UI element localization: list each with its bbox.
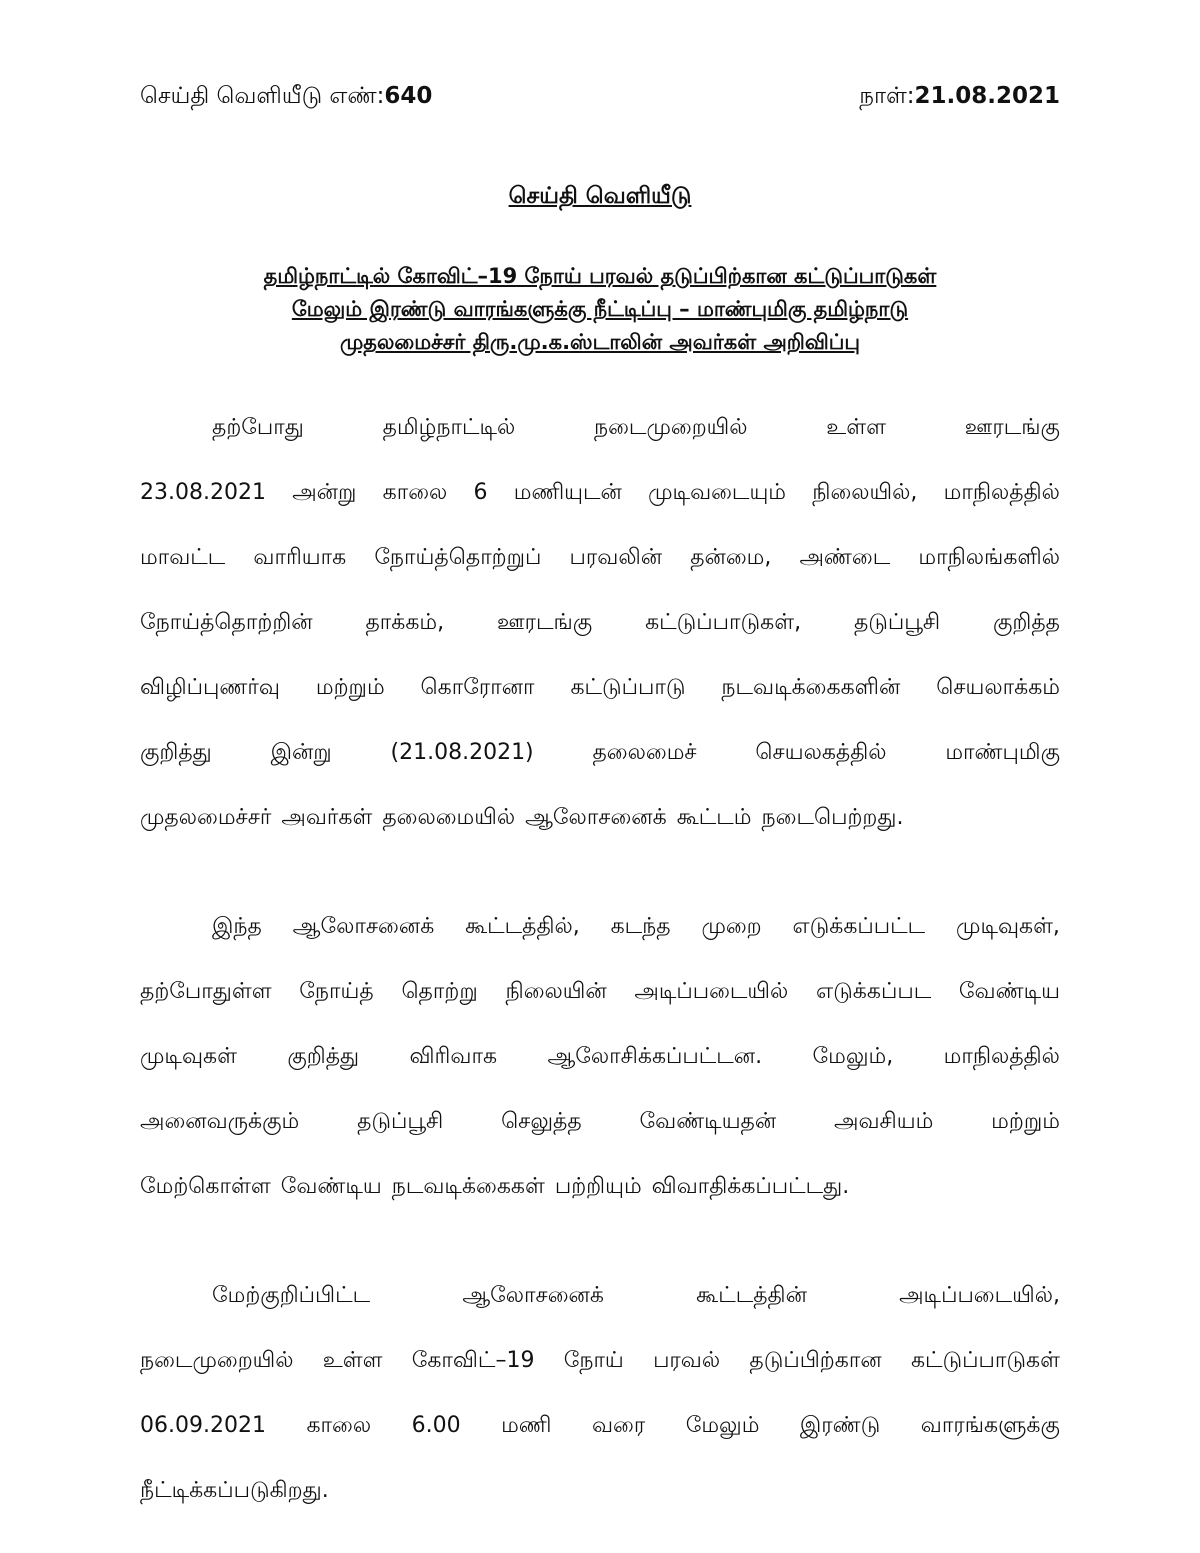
word: முடிவடையும்	[648, 480, 787, 505]
word: அடிப்படையில்	[634, 979, 789, 1004]
word: கூட்டத்தில்,	[465, 914, 580, 939]
word: வேண்டியதன்	[639, 1109, 777, 1134]
paragraph-line	[140, 1263, 1060, 1328]
word: குறித்து	[287, 1044, 360, 1069]
word: வரை	[591, 1413, 646, 1438]
document-heading: செய்தி வெளியீடு	[508, 183, 692, 209]
word: பரவலின்	[569, 545, 663, 570]
word: தொற்று	[401, 979, 478, 1004]
word: காலை	[306, 1413, 372, 1438]
word: எடுக்கப்பட	[816, 979, 932, 1004]
word: உள்ள	[826, 415, 886, 440]
paragraph-line	[140, 395, 1060, 460]
paragraph-line	[140, 1328, 1060, 1393]
word: வாரங்களுக்கு	[920, 1413, 1060, 1438]
word: ஆலோசனைக்	[525, 805, 667, 830]
word: மேற்கொள்ள	[140, 1174, 271, 1199]
word: தடுப்பிற்கான	[749, 1348, 882, 1373]
title-line: முதலமைச்சர் திரு.மு.க.ஸ்டாலின் அவர்கள் அறிவிப்பு	[339, 330, 861, 354]
word: (21.08.2021)	[390, 740, 534, 765]
word: கோவிட்–19	[411, 1348, 535, 1373]
word: தன்மை,	[690, 545, 772, 570]
word: செயலாக்கம்	[936, 675, 1060, 700]
word: மணி	[501, 1413, 552, 1438]
paragraph-line	[140, 655, 1060, 720]
paragraph-line	[140, 460, 1060, 525]
paragraph-line	[140, 1089, 1060, 1154]
word: நடைபெற்றது.	[761, 805, 904, 830]
word: தலைமைச்	[592, 740, 697, 765]
word: கட்டுப்பாடு	[570, 675, 686, 700]
paragraph-3	[140, 1263, 1060, 1523]
paragraph-line	[140, 590, 1060, 655]
word: அடிப்படையில்,	[899, 1283, 1060, 1308]
release-label: செய்தி வெளியீடு எண்:	[140, 83, 385, 109]
word: குறித்த	[992, 610, 1060, 635]
date-value: 21.08.2021	[914, 83, 1060, 109]
word: நடவடிக்கைகள்	[391, 1174, 545, 1199]
word: தாக்கம்,	[365, 610, 445, 635]
word: குறித்து	[140, 740, 212, 765]
word: ஊரடங்கு	[964, 415, 1060, 440]
word: மாநிலங்களில்	[918, 545, 1060, 570]
word: மேலும்	[685, 1413, 760, 1438]
word: ஆலோசனைக்	[292, 914, 435, 939]
paragraph-1	[140, 395, 1060, 850]
word: 23.08.2021	[140, 480, 266, 505]
word: எடுக்கப்பட்ட	[792, 914, 926, 939]
word: கட்டுப்பாடுகள்	[910, 1348, 1060, 1373]
word: நோய்த்	[299, 979, 374, 1004]
title-line: மேலும் இரண்டு வாரங்களுக்கு நீட்டிப்பு – மாண்புமிகு தமிழ்நாடு	[291, 297, 909, 321]
word: மணியுடன்	[513, 480, 622, 505]
word: மற்றும்	[315, 675, 385, 700]
word: அவர்கள்	[281, 805, 373, 830]
word: மாவட்ட	[140, 545, 226, 570]
word: நோய்த்தொற்றின்	[140, 610, 313, 635]
word: மாநிலத்தில்	[943, 1044, 1060, 1069]
word: கொரோனா	[420, 675, 535, 700]
word: மேலும்,	[812, 1044, 894, 1069]
paragraph-line	[140, 525, 1060, 590]
title-line: தமிழ்நாட்டில் கோவிட்–19 நோய் பரவல் தடுப்பிற்கான கட்டுப்பாடுகள்	[263, 264, 937, 288]
word: ஊரடங்கு	[496, 610, 593, 635]
word: கூட்டத்தின்	[696, 1283, 807, 1308]
paragraph-line	[140, 894, 1060, 959]
word: முடிவுகள்,	[956, 914, 1060, 939]
paragraph-line	[140, 1024, 1060, 1089]
word: நிலையில்,	[812, 480, 918, 505]
word: கூட்டம்	[676, 805, 752, 830]
word: நடைமுறையில்	[594, 415, 748, 440]
word: கட்டுப்பாடுகள்,	[645, 610, 802, 635]
paragraph-2	[140, 894, 1060, 1219]
word: தற்போது	[212, 415, 304, 440]
word: கடந்த	[610, 914, 671, 939]
date-line	[859, 78, 1060, 114]
word: விவாதிக்கப்பட்டது.	[651, 1174, 850, 1199]
word: ஆலோசிக்கப்பட்டன.	[547, 1044, 763, 1069]
word: நிலையின்	[505, 979, 607, 1004]
release-number: 640	[384, 83, 433, 109]
paragraph-line	[140, 720, 1060, 785]
word: விழிப்புணர்வு	[140, 675, 280, 700]
paragraph-line	[140, 959, 1060, 1024]
paragraph-line	[140, 1154, 1060, 1219]
header-row	[140, 78, 1060, 114]
release-number-line	[140, 78, 432, 114]
word: உள்ள	[322, 1348, 383, 1373]
word: நடவடிக்கைகளின்	[721, 675, 901, 700]
word: நோய்த்தொற்றுப்	[374, 545, 542, 570]
word: மேற்குறிப்பிட்ட	[212, 1283, 371, 1308]
word: 6	[473, 480, 488, 505]
word: தடுப்பூசி	[357, 1109, 444, 1134]
word: தலைமையில்	[382, 805, 516, 830]
word: 06.09.2021	[140, 1413, 266, 1438]
word: மாநிலத்தில்	[943, 480, 1060, 505]
word: முறை	[701, 914, 762, 939]
word: வேண்டிய	[280, 1174, 382, 1199]
word: காலை	[382, 480, 448, 505]
word: மற்றும்	[991, 1109, 1060, 1134]
word: இந்த	[212, 914, 262, 939]
word: இரண்டு	[799, 1413, 881, 1438]
word: செலுத்த	[501, 1109, 582, 1134]
word: நடைமுறையில்	[140, 1348, 294, 1373]
paragraph-line	[140, 1393, 1060, 1458]
word: அன்று	[292, 480, 357, 505]
word: பற்றியும்	[554, 1174, 642, 1199]
date-label: நாள்:	[859, 83, 915, 109]
title-block	[140, 260, 1060, 359]
word: அனைவருக்கும்	[140, 1109, 300, 1134]
word: அவசியம்	[834, 1109, 934, 1134]
paragraph-line	[140, 1458, 1060, 1523]
word: ஆலோசனைக்	[462, 1283, 604, 1308]
word: இன்று	[270, 740, 332, 765]
word: செயலகத்தில்	[755, 740, 887, 765]
word: தடுப்பூசி	[853, 610, 941, 635]
word: முடிவுகள்	[140, 1044, 237, 1069]
word: தற்போதுள்ள	[140, 979, 272, 1004]
word: 6.00	[411, 1413, 461, 1438]
word: மாண்புமிகு	[945, 740, 1060, 765]
word: வேண்டிய	[958, 979, 1060, 1004]
paragraph-line	[140, 785, 1060, 850]
word: முதலமைச்சர்	[140, 805, 272, 830]
word: பரவல்	[653, 1348, 721, 1373]
word: விரிவாக	[409, 1044, 498, 1069]
word: அண்டை	[799, 545, 891, 570]
word: தமிழ்நாட்டில்	[382, 415, 516, 440]
word: நீட்டிக்கப்படுகிறது.	[140, 1478, 329, 1503]
word: வாரியாக	[253, 545, 347, 570]
word: நோய்	[563, 1348, 624, 1373]
